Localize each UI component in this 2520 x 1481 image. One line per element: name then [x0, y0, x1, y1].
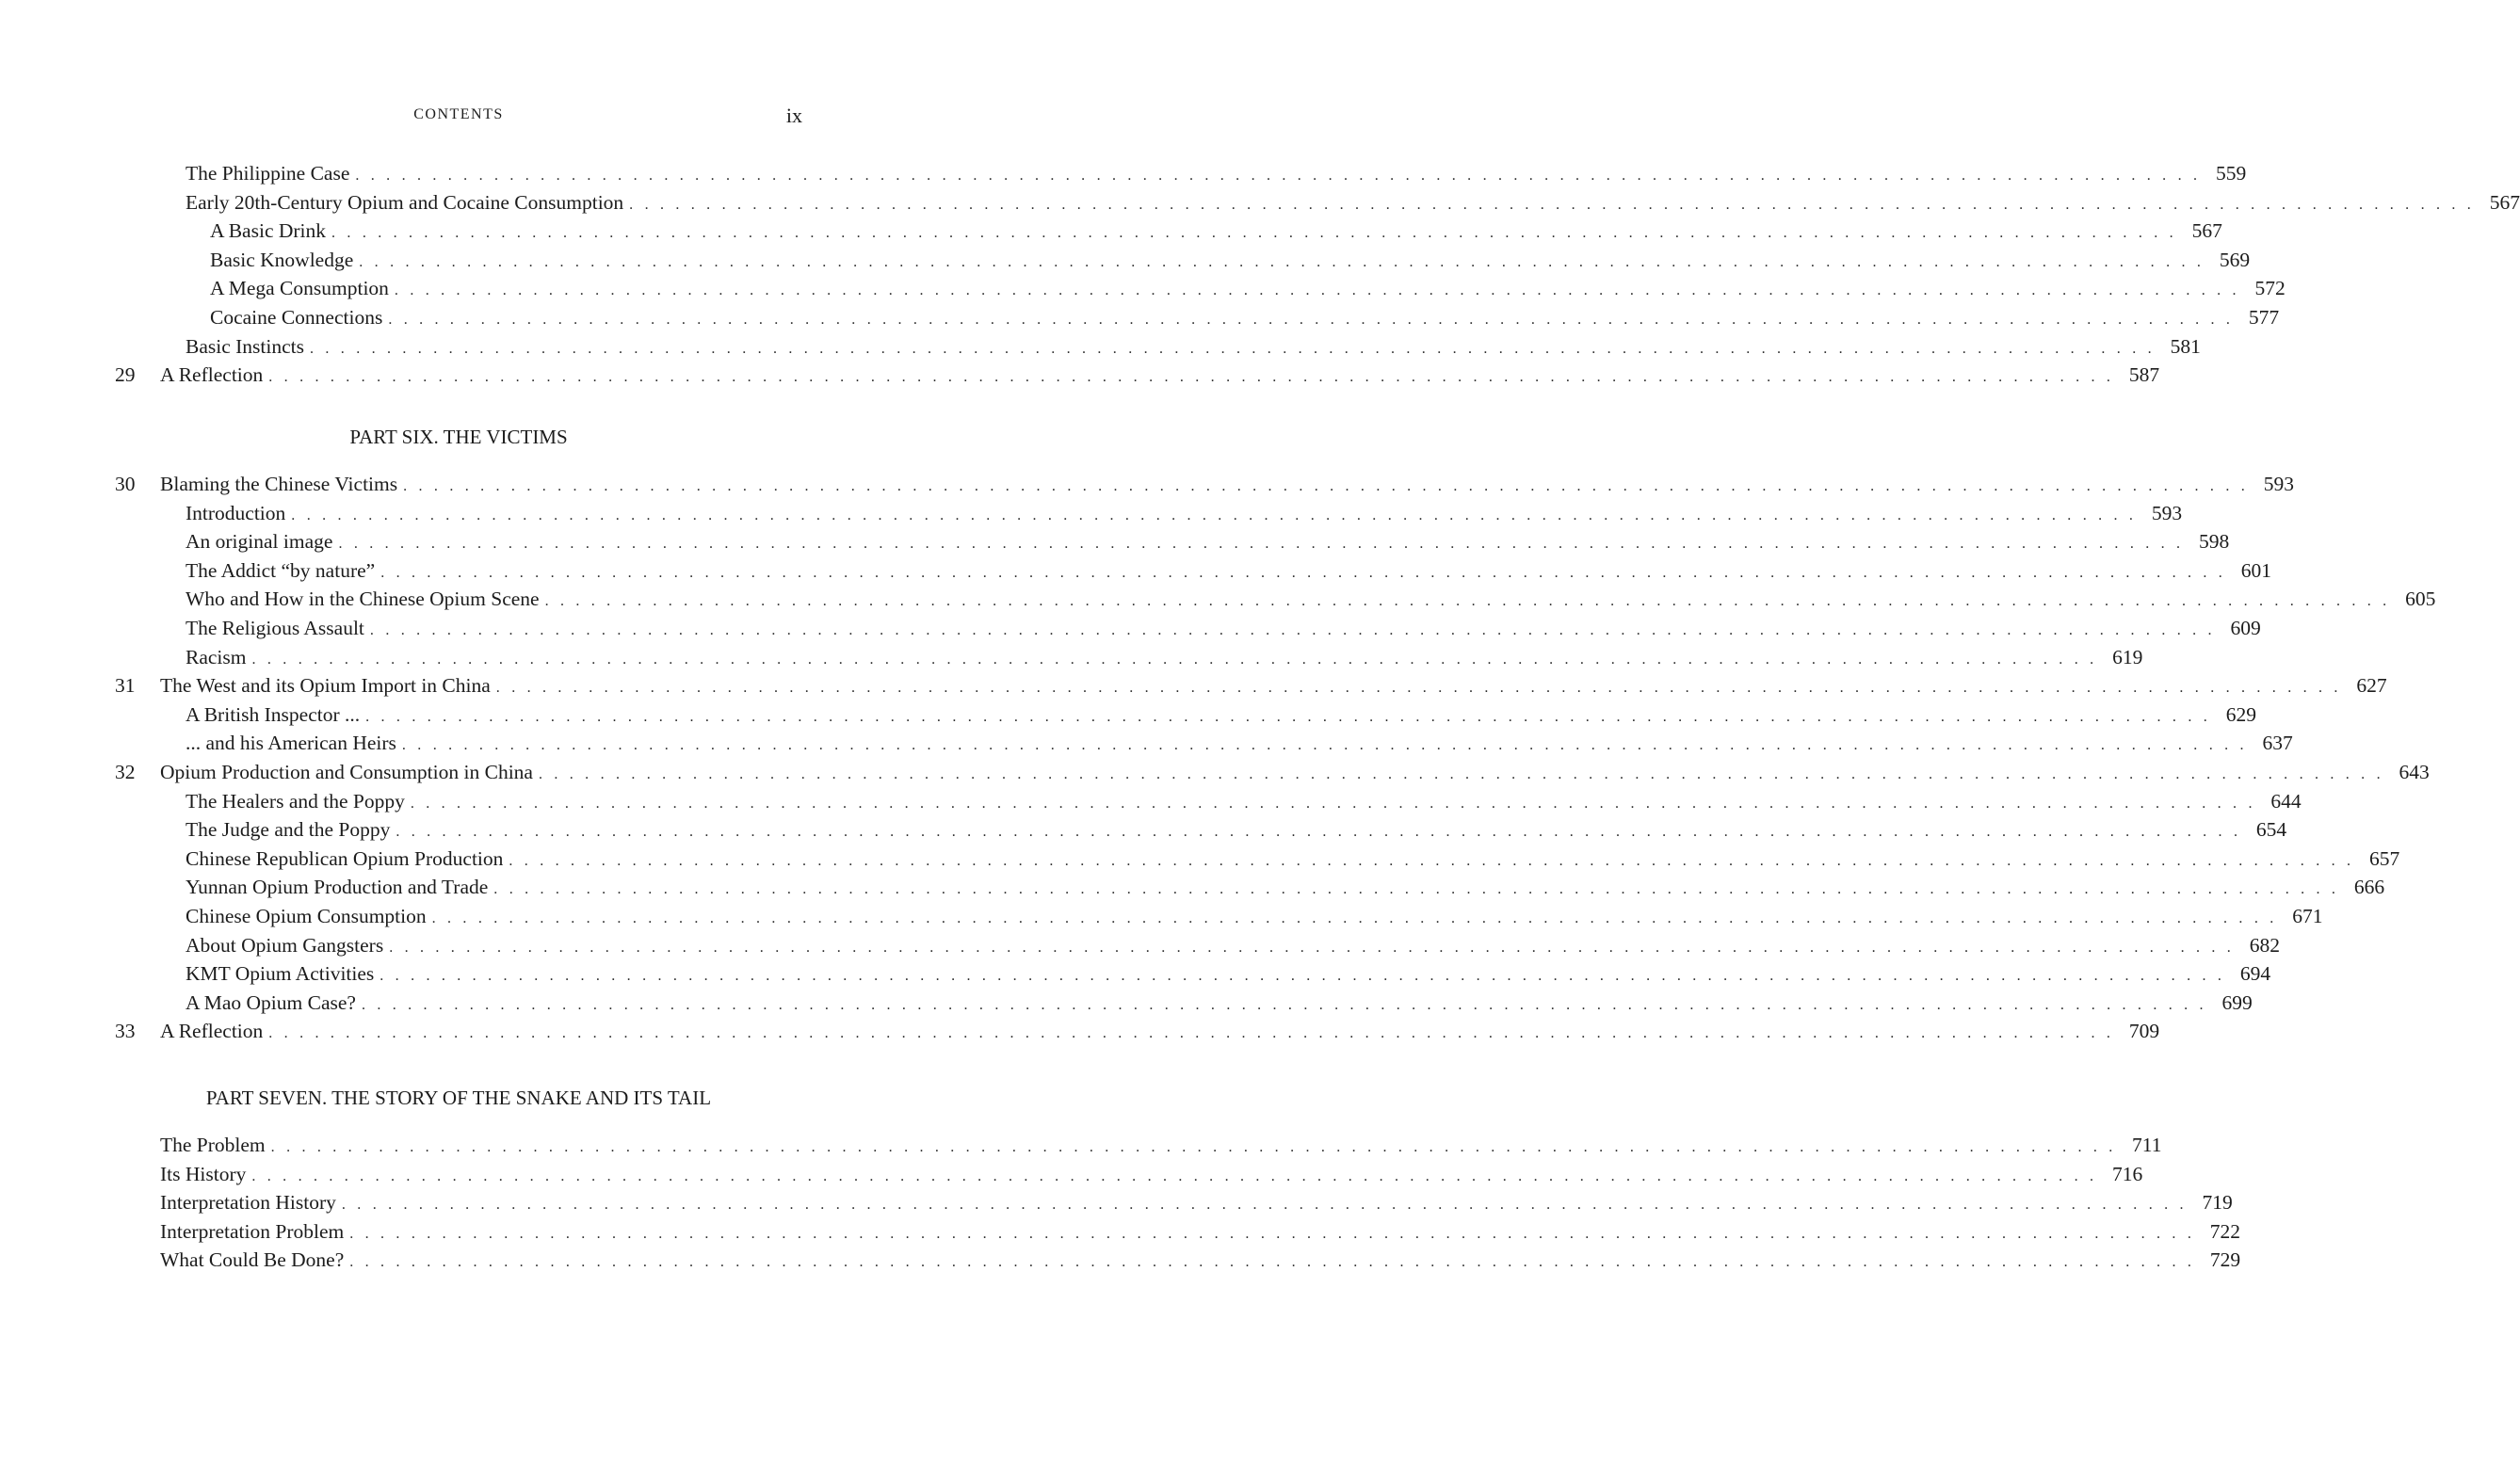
dot-leader: . . . . . . . . . . . . . . . . . . . . . . . . . . . . . . . . . . . . . . . . . . . . . . . . . . . . . . . . . . . . . . . . . . . . . . . . . . . . . . . . . . . . . . . . . . . . . . . . . . . . . . . . . . . . . . . . . . . . . . . .: [394, 282, 2240, 299]
entry-page-number: 654: [2255, 818, 2287, 842]
entry-page-number: 694: [2239, 962, 2271, 986]
entry-page-number: 577: [2248, 305, 2280, 329]
toc-entry: [115, 1188, 2233, 1217]
entry-title: ... and his American Heirs: [186, 732, 396, 755]
toc-entry-line: [186, 989, 2253, 1021]
entry-title: Basic Instincts: [186, 334, 304, 358]
running-head: [115, 104, 802, 132]
entry-title: The Religious Assault: [186, 616, 364, 639]
entry-title: Interpretation Problem: [160, 1219, 345, 1243]
dot-leader: . . . . . . . . . . . . . . . . . . . . . . . . . . . . . . . . . . . . . . . . . . . . . . . . . . . . . . . . . . . . . . . . . . . . . . . . . . . . . . . . . . . . . . . . . . . . . . . . . . . . . . . . . . . . . . . . . . . . . . . .: [401, 737, 2248, 754]
toc-entry: [115, 845, 2400, 874]
entry-page-number: 709: [2128, 1020, 2160, 1043]
dot-leader: . . . . . . . . . . . . . . . . . . . . . . . . . . . . . . . . . . . . . . . . . . . . . . . . . . . . . . . . . . . . . . . . . . . . . . . . . . . . . . . . . . . . . . . . . . . . . . . . . . . . . . . . . . . . . . . . . . . . . . . .: [509, 852, 2355, 869]
dot-leader: . . . . . . . . . . . . . . . . . . . . . . . . . . . . . . . . . . . . . . . . . . . . . . . . . . . . . . . . . . . . . . . . . . . . . . . . . . . . . . . . . . . . . . . . . . . . . . . . . . . . . . . . . . . . . . . . . . . . . . . .: [389, 939, 2236, 956]
entry-page-number: 711: [2132, 1134, 2162, 1156]
toc-entry: [115, 959, 2271, 989]
entry-page-number: 682: [2249, 933, 2281, 957]
page-number: ix: [785, 104, 802, 127]
entry-title: Introduction: [186, 501, 286, 524]
entry-page-number: 657: [2368, 846, 2400, 870]
toc-entry: [115, 246, 2251, 275]
entry-title: Interpretation History: [160, 1191, 336, 1215]
entry-title: The Judge and the Poppy: [186, 818, 391, 842]
dot-leader: . . . . . . . . . . . . . . . . . . . . . . . . . . . . . . . . . . . . . . . . . . . . . . . . . . . . . . . . . . . . . . . . . . . . . . . . . . . . . . . . . . . . . . . . . . . . . . . . . . . . . . . . . . . . . . . . . . . . . . . .: [380, 968, 2226, 985]
toc-entry: [115, 332, 2201, 362]
entry-title: The Healers and the Poppy: [186, 789, 405, 813]
dot-leader: . . . . . . . . . . . . . . . . . . . . . . . . . . . . . . . . . . . . . . . . . . . . . . . . . . . . . . . . . . . . . . . . . . . . . . . . . . . . . . . . . . . . . . . . . . . . . . . . . . . . . . . . . . . . . . . . . . . . . . . .: [544, 593, 2391, 610]
entry-title: A Reflection: [160, 1020, 264, 1043]
entry-title: An original image: [186, 530, 333, 554]
toc-entry-line: [186, 700, 2256, 732]
entry-page-number: 559: [2215, 162, 2247, 185]
toc-entry: [115, 902, 2323, 931]
dot-leader: . . . . . . . . . . . . . . . . . . . . . . . . . . . . . . . . . . . . . . . . . . . . . . . . . . . . . . . . . . . . . . . . . . . . . . . . . . . . . . . . . . . . . . . . . . . . . . . . . . . . . . . . . . . . . . . . . . . . . . . .: [495, 680, 2342, 697]
toc-entry: [115, 585, 2436, 614]
entry-title: A British Inspector ...: [186, 702, 361, 726]
entry-title: Basic Knowledge: [210, 248, 354, 271]
dot-leader: . . . . . . . . . . . . . . . . . . . . . . . . . . . . . . . . . . . . . . . . . . . . . . . . . . . . . . . . . . . . . . . . . . . . . . . . . . . . . . . . . . . . . . . . . . . . . . . . . . . . . . . . . . . . . . . . . . . . . . . .: [369, 621, 2216, 638]
toc-entry-line: [210, 217, 2222, 249]
entry-page-number: 637: [2262, 732, 2293, 755]
toc-entry: [115, 700, 2256, 730]
dot-leader: . . . . . . . . . . . . . . . . . . . . . . . . . . . . . . . . . . . . . . . . . . . . . . . . . . . . . . . . . . . . . . . . . . . . . . . . . . . . . . . . . . . . . . . . . . . . . . . . . . . . . . . . . . . . . . . . . . . . . . . .: [310, 340, 2156, 357]
toc-entry-line: [186, 499, 2183, 531]
dot-leader: . . . . . . . . . . . . . . . . . . . . . . . . . . . . . . . . . . . . . . . . . . . . . . . . . . . . . . . . . . . . . . . . . . . . . . . . . . . . . . . . . . . . . . . . . . . . . . . . . . . . . . . . . . . . . . . . . . . . . . . .: [349, 1254, 2196, 1271]
dot-leader: . . . . . . . . . . . . . . . . . . . . . . . . . . . . . . . . . . . . . . . . . . . . . . . . . . . . . . . . . . . . . . . . . . . . . . . . . . . . . . . . . . . . . . . . . . . . . . . . . . . . . . . . . . . . . . . . . . . . . . . .: [268, 1025, 2115, 1042]
toc-entry: [115, 671, 2387, 700]
entry-page-number: 627: [2356, 674, 2387, 698]
toc-entry: [115, 729, 2293, 758]
toc-entry-line: [160, 1017, 2160, 1049]
entry-page-number: 601: [2240, 558, 2271, 582]
dot-leader: . . . . . . . . . . . . . . . . . . . . . . . . . . . . . . . . . . . . . . . . . . . . . . . . . . . . . . . . . . . . . . . . . . . . . . . . . . . . . . . . . . . . . . . . . . . . . . . . . . . . . . . . . . . . . . . . . . . . . . . .: [341, 1197, 2188, 1214]
toc-entry-line: [186, 643, 2143, 675]
dot-leader: . . . . . . . . . . . . . . . . . . . . . . . . . . . . . . . . . . . . . . . . . . . . . . . . . . . . . . . . . . . . . . . . . . . . . . . . . . . . . . . . . . . . . . . . . . . . . . . . . . . . . . . . . . . . . . . . . . . . . . . .: [355, 168, 2202, 184]
dot-leader: . . . . . . . . . . . . . . . . . . . . . . . . . . . . . . . . . . . . . . . . . . . . . . . . . . . . . . . . . . . . . . . . . . . . . . . . . . . . . . . . . . . . . . . . . . . . . . . . . . . . . . . . . . . . . . . . . . . . . . . .: [359, 253, 2205, 270]
toc-entry-line: [186, 585, 2436, 617]
toc-entry: [115, 217, 2222, 246]
entry-page-number: 587: [2128, 363, 2160, 387]
entry-title: Chinese Opium Consumption: [186, 904, 427, 927]
dot-leader: . . . . . . . . . . . . . . . . . . . . . . . . . . . . . . . . . . . . . . . . . . . . . . . . . . . . . . . . . . . . . . . . . . . . . . . . . . . . . . . . . . . . . . . . . . . . . . . . . . . . . . . . . . . . . . . . . . . . . . . .: [431, 910, 2278, 926]
entry-page-number: 619: [2112, 645, 2143, 668]
dot-leader: . . . . . . . . . . . . . . . . . . . . . . . . . . . . . . . . . . . . . . . . . . . . . . . . . . . . . . . . . . . . . . . . . . . . . . . . . . . . . . . . . . . . . . . . . . . . . . . . . . . . . . . . . . . . . . . . . . . . . . . .: [629, 196, 2475, 213]
entry-page-number: 666: [2353, 876, 2385, 899]
entry-page-number: 572: [2254, 277, 2286, 300]
entry-title: KMT Opium Activities: [186, 962, 375, 986]
toc-entry-line: [210, 274, 2286, 306]
entry-page-number: 644: [2270, 789, 2302, 813]
toc-entry: [115, 758, 2430, 787]
toc-entry: [115, 470, 2294, 499]
toc-entry: [115, 303, 2280, 332]
entry-page-number: 609: [2230, 616, 2261, 639]
toc-entry: [115, 989, 2253, 1018]
entry-page-number: 593: [2151, 501, 2183, 524]
dot-leader: . . . . . . . . . . . . . . . . . . . . . . . . . . . . . . . . . . . . . . . . . . . . . . . . . . . . . . . . . . . . . . . . . . . . . . . . . . . . . . . . . . . . . . . . . . . . . . . . . . . . . . . . . . . . . . . . . . . . . . . .: [268, 369, 2115, 386]
entry-title: The Philippine Case: [186, 162, 350, 185]
entry-page-number: 729: [2209, 1248, 2241, 1272]
toc-entry-line: [186, 931, 2281, 963]
toc-entry-line: [186, 787, 2302, 819]
toc-part-six: [115, 470, 2436, 1046]
entry-title: Yunnan Opium Production and Trade: [186, 876, 489, 899]
entry-page-number: 569: [2219, 248, 2251, 271]
toc-entry-line: [186, 959, 2271, 991]
entry-page-number: 716: [2111, 1162, 2143, 1185]
toc-entry-line: [160, 1246, 2241, 1278]
toc-entry-line: [160, 1188, 2233, 1220]
toc-entry-line: [186, 556, 2271, 588]
toc-entry-line: [186, 332, 2201, 364]
toc-entry-line: [186, 614, 2261, 646]
toc-entry: [115, 643, 2143, 672]
running-title: CONTENTS: [413, 106, 504, 122]
dot-leader: . . . . . . . . . . . . . . . . . . . . . . . . . . . . . . . . . . . . . . . . . . . . . . . . . . . . . . . . . . . . . . . . . . . . . . . . . . . . . . . . . . . . . . . . . . . . . . . . . . . . . . . . . . . . . . . . . . . . . . . .: [251, 1167, 2098, 1184]
part-six-heading: PART SIX. THE VICTIMS: [349, 426, 568, 448]
entry-title: Chinese Republican Opium Production: [186, 846, 504, 870]
dot-leader: . . . . . . . . . . . . . . . . . . . . . . . . . . . . . . . . . . . . . . . . . . . . . . . . . . . . . . . . . . . . . . . . . . . . . . . . . . . . . . . . . . . . . . . . . . . . . . . . . . . . . . . . . . . . . . . . . . . . . . . .: [349, 1225, 2196, 1242]
entry-page-number: 719: [2202, 1191, 2233, 1215]
entry-title: Blaming the Chinese Victims: [160, 473, 398, 495]
toc-entry: [115, 1246, 2241, 1275]
entry-title: Racism: [186, 645, 247, 668]
toc-entry: [115, 556, 2271, 586]
dot-leader: . . . . . . . . . . . . . . . . . . . . . . . . . . . . . . . . . . . . . . . . . . . . . . . . . . . . . . . . . . . . . . . . . . . . . . . . . . . . . . . . . . . . . . . . . . . . . . . . . . . . . . . . . . . . . . . . . . . . . . . .: [396, 824, 2242, 841]
toc-entry: [115, 873, 2385, 902]
entry-title: The Problem: [160, 1134, 266, 1156]
entry-title: A Basic Drink: [210, 219, 327, 243]
entry-title: A Mao Opium Case?: [186, 990, 356, 1014]
chapter-number: 30: [115, 473, 136, 495]
toc-entry: [115, 1217, 2241, 1247]
toc-block-continued: [115, 159, 2520, 390]
entry-title: About Opium Gangsters: [186, 933, 384, 957]
toc-entry-line: [186, 159, 2247, 191]
toc-entry: [115, 274, 2286, 303]
entry-title: A Reflection: [160, 363, 264, 387]
toc-entry: [115, 815, 2287, 845]
toc-entry-line: [210, 246, 2251, 278]
part-seven-heading: PART SEVEN. THE STORY OF THE SNAKE AND ITS TAIL: [205, 1087, 712, 1109]
entry-page-number: 643: [2399, 760, 2430, 783]
chapter-number: 32: [115, 760, 136, 783]
toc-part-seven: [115, 1131, 2241, 1275]
entry-page-number: 722: [2209, 1219, 2241, 1243]
toc-entry: [115, 1131, 2162, 1160]
toc-entry: [115, 1160, 2143, 1189]
toc-entry: [115, 499, 2183, 528]
toc-entry-line: [186, 902, 2323, 934]
entry-title: Opium Production and Consumption in China: [160, 760, 533, 783]
dot-leader: . . . . . . . . . . . . . . . . . . . . . . . . . . . . . . . . . . . . . . . . . . . . . . . . . . . . . . . . . . . . . . . . . . . . . . . . . . . . . . . . . . . . . . . . . . . . . . . . . . . . . . . . . . . . . . . . . . . . . . . .: [338, 536, 2185, 553]
entry-title: Its History: [160, 1162, 247, 1185]
chapter-number: 31: [115, 674, 136, 698]
toc-entry-line: [186, 873, 2385, 905]
dot-leader: . . . . . . . . . . . . . . . . . . . . . . . . . . . . . . . . . . . . . . . . . . . . . . . . . . . . . . . . . . . . . . . . . . . . . . . . . . . . . . . . . . . . . . . . . . . . . . . . . . . . . . . . . . . . . . . . . . . . . . . .: [361, 996, 2207, 1013]
toc-entry: [115, 527, 2230, 556]
entry-page-number: 598: [2199, 530, 2230, 554]
toc-entry-line: [186, 815, 2287, 847]
dot-leader: . . . . . . . . . . . . . . . . . . . . . . . . . . . . . . . . . . . . . . . . . . . . . . . . . . . . . . . . . . . . . . . . . . . . . . . . . . . . . . . . . . . . . . . . . . . . . . . . . . . . . . . . . . . . . . . . . . . . . . . .: [251, 651, 2098, 668]
dot-leader: . . . . . . . . . . . . . . . . . . . . . . . . . . . . . . . . . . . . . . . . . . . . . . . . . . . . . . . . . . . . . . . . . . . . . . . . . . . . . . . . . . . . . . . . . . . . . . . . . . . . . . . . . . . . . . . . . . . . . . . .: [403, 478, 2249, 494]
toc-entry-line: [160, 671, 2387, 703]
chapter-number: 29: [115, 363, 136, 387]
toc-entry: [115, 188, 2520, 217]
dot-leader: . . . . . . . . . . . . . . . . . . . . . . . . . . . . . . . . . . . . . . . . . . . . . . . . . . . . . . . . . . . . . . . . . . . . . . . . . . . . . . . . . . . . . . . . . . . . . . . . . . . . . . . . . . . . . . . . . . . . . . . .: [410, 795, 2256, 812]
toc-entry: [115, 361, 2160, 390]
toc-entry-line: [186, 527, 2230, 559]
dot-leader: . . . . . . . . . . . . . . . . . . . . . . . . . . . . . . . . . . . . . . . . . . . . . . . . . . . . . . . . . . . . . . . . . . . . . . . . . . . . . . . . . . . . . . . . . . . . . . . . . . . . . . . . . . . . . . . . . . . . . . . .: [538, 765, 2384, 782]
toc-entry-line: [210, 303, 2280, 335]
toc-entry-line: [186, 845, 2400, 877]
entry-page-number: 567: [2489, 190, 2520, 214]
entry-page-number: 581: [2170, 334, 2201, 358]
entry-page-number: 671: [2292, 904, 2323, 927]
dot-leader: . . . . . . . . . . . . . . . . . . . . . . . . . . . . . . . . . . . . . . . . . . . . . . . . . . . . . . . . . . . . . . . . . . . . . . . . . . . . . . . . . . . . . . . . . . . . . . . . . . . . . . . . . . . . . . . . . . . . . . . .: [493, 881, 2340, 898]
dot-leader: . . . . . . . . . . . . . . . . . . . . . . . . . . . . . . . . . . . . . . . . . . . . . . . . . . . . . . . . . . . . . . . . . . . . . . . . . . . . . . . . . . . . . . . . . . . . . . . . . . . . . . . . . . . . . . . . . . . . . . . .: [331, 225, 2177, 242]
toc-entry-line: [160, 470, 2294, 502]
dot-leader: . . . . . . . . . . . . . . . . . . . . . . . . . . . . . . . . . . . . . . . . . . . . . . . . . . . . . . . . . . . . . . . . . . . . . . . . . . . . . . . . . . . . . . . . . . . . . . . . . . . . . . . . . . . . . . . . . . . . . . . .: [388, 311, 2235, 328]
entry-title: Early 20th-Century Opium and Cocaine Consumption: [186, 190, 624, 214]
toc-entry-line: [186, 729, 2293, 761]
dot-leader: . . . . . . . . . . . . . . . . . . . . . . . . . . . . . . . . . . . . . . . . . . . . . . . . . . . . . . . . . . . . . . . . . . . . . . . . . . . . . . . . . . . . . . . . . . . . . . . . . . . . . . . . . . . . . . . . . . . . . . . .: [365, 708, 2211, 725]
toc-entry-line: [160, 361, 2160, 393]
entry-page-number: 699: [2221, 990, 2253, 1014]
toc-entry: [115, 787, 2302, 816]
toc-entry: [115, 1017, 2160, 1046]
entry-page-number: 629: [2225, 702, 2256, 726]
entry-page-number: 593: [2263, 473, 2294, 495]
entry-title: Who and How in the Chinese Opium Scene: [186, 588, 540, 611]
toc-entry-line: [160, 758, 2430, 790]
entry-title: A Mega Consumption: [210, 277, 389, 300]
entry-title: Cocaine Connections: [210, 305, 383, 329]
dot-leader: . . . . . . . . . . . . . . . . . . . . . . . . . . . . . . . . . . . . . . . . . . . . . . . . . . . . . . . . . . . . . . . . . . . . . . . . . . . . . . . . . . . . . . . . . . . . . . . . . . . . . . . . . . . . . . . . . . . . . . . .: [380, 564, 2226, 581]
dot-leader: . . . . . . . . . . . . . . . . . . . . . . . . . . . . . . . . . . . . . . . . . . . . . . . . . . . . . . . . . . . . . . . . . . . . . . . . . . . . . . . . . . . . . . . . . . . . . . . . . . . . . . . . . . . . . . . . . . . . . . . .: [291, 507, 2138, 523]
toc-entry-line: [160, 1160, 2143, 1192]
chapter-number: 33: [115, 1020, 136, 1043]
entry-title: What Could Be Done?: [160, 1248, 345, 1272]
toc-entry-line: [160, 1217, 2241, 1249]
toc-entry-line: [186, 188, 2520, 220]
toc-entry-line: [160, 1131, 2162, 1163]
toc-entry: [115, 614, 2261, 643]
dot-leader: . . . . . . . . . . . . . . . . . . . . . . . . . . . . . . . . . . . . . . . . . . . . . . . . . . . . . . . . . . . . . . . . . . . . . . . . . . . . . . . . . . . . . . . . . . . . . . . . . . . . . . . . . . . . . . . . . . . . . . . .: [270, 1139, 2117, 1155]
toc-entry: [115, 159, 2247, 188]
toc-entry: [115, 931, 2281, 960]
entry-title: The West and its Opium Import in China: [160, 674, 491, 698]
entry-page-number: 605: [2405, 588, 2436, 611]
entry-page-number: 567: [2191, 219, 2222, 243]
entry-title: The Addict “by nature”: [186, 558, 376, 582]
